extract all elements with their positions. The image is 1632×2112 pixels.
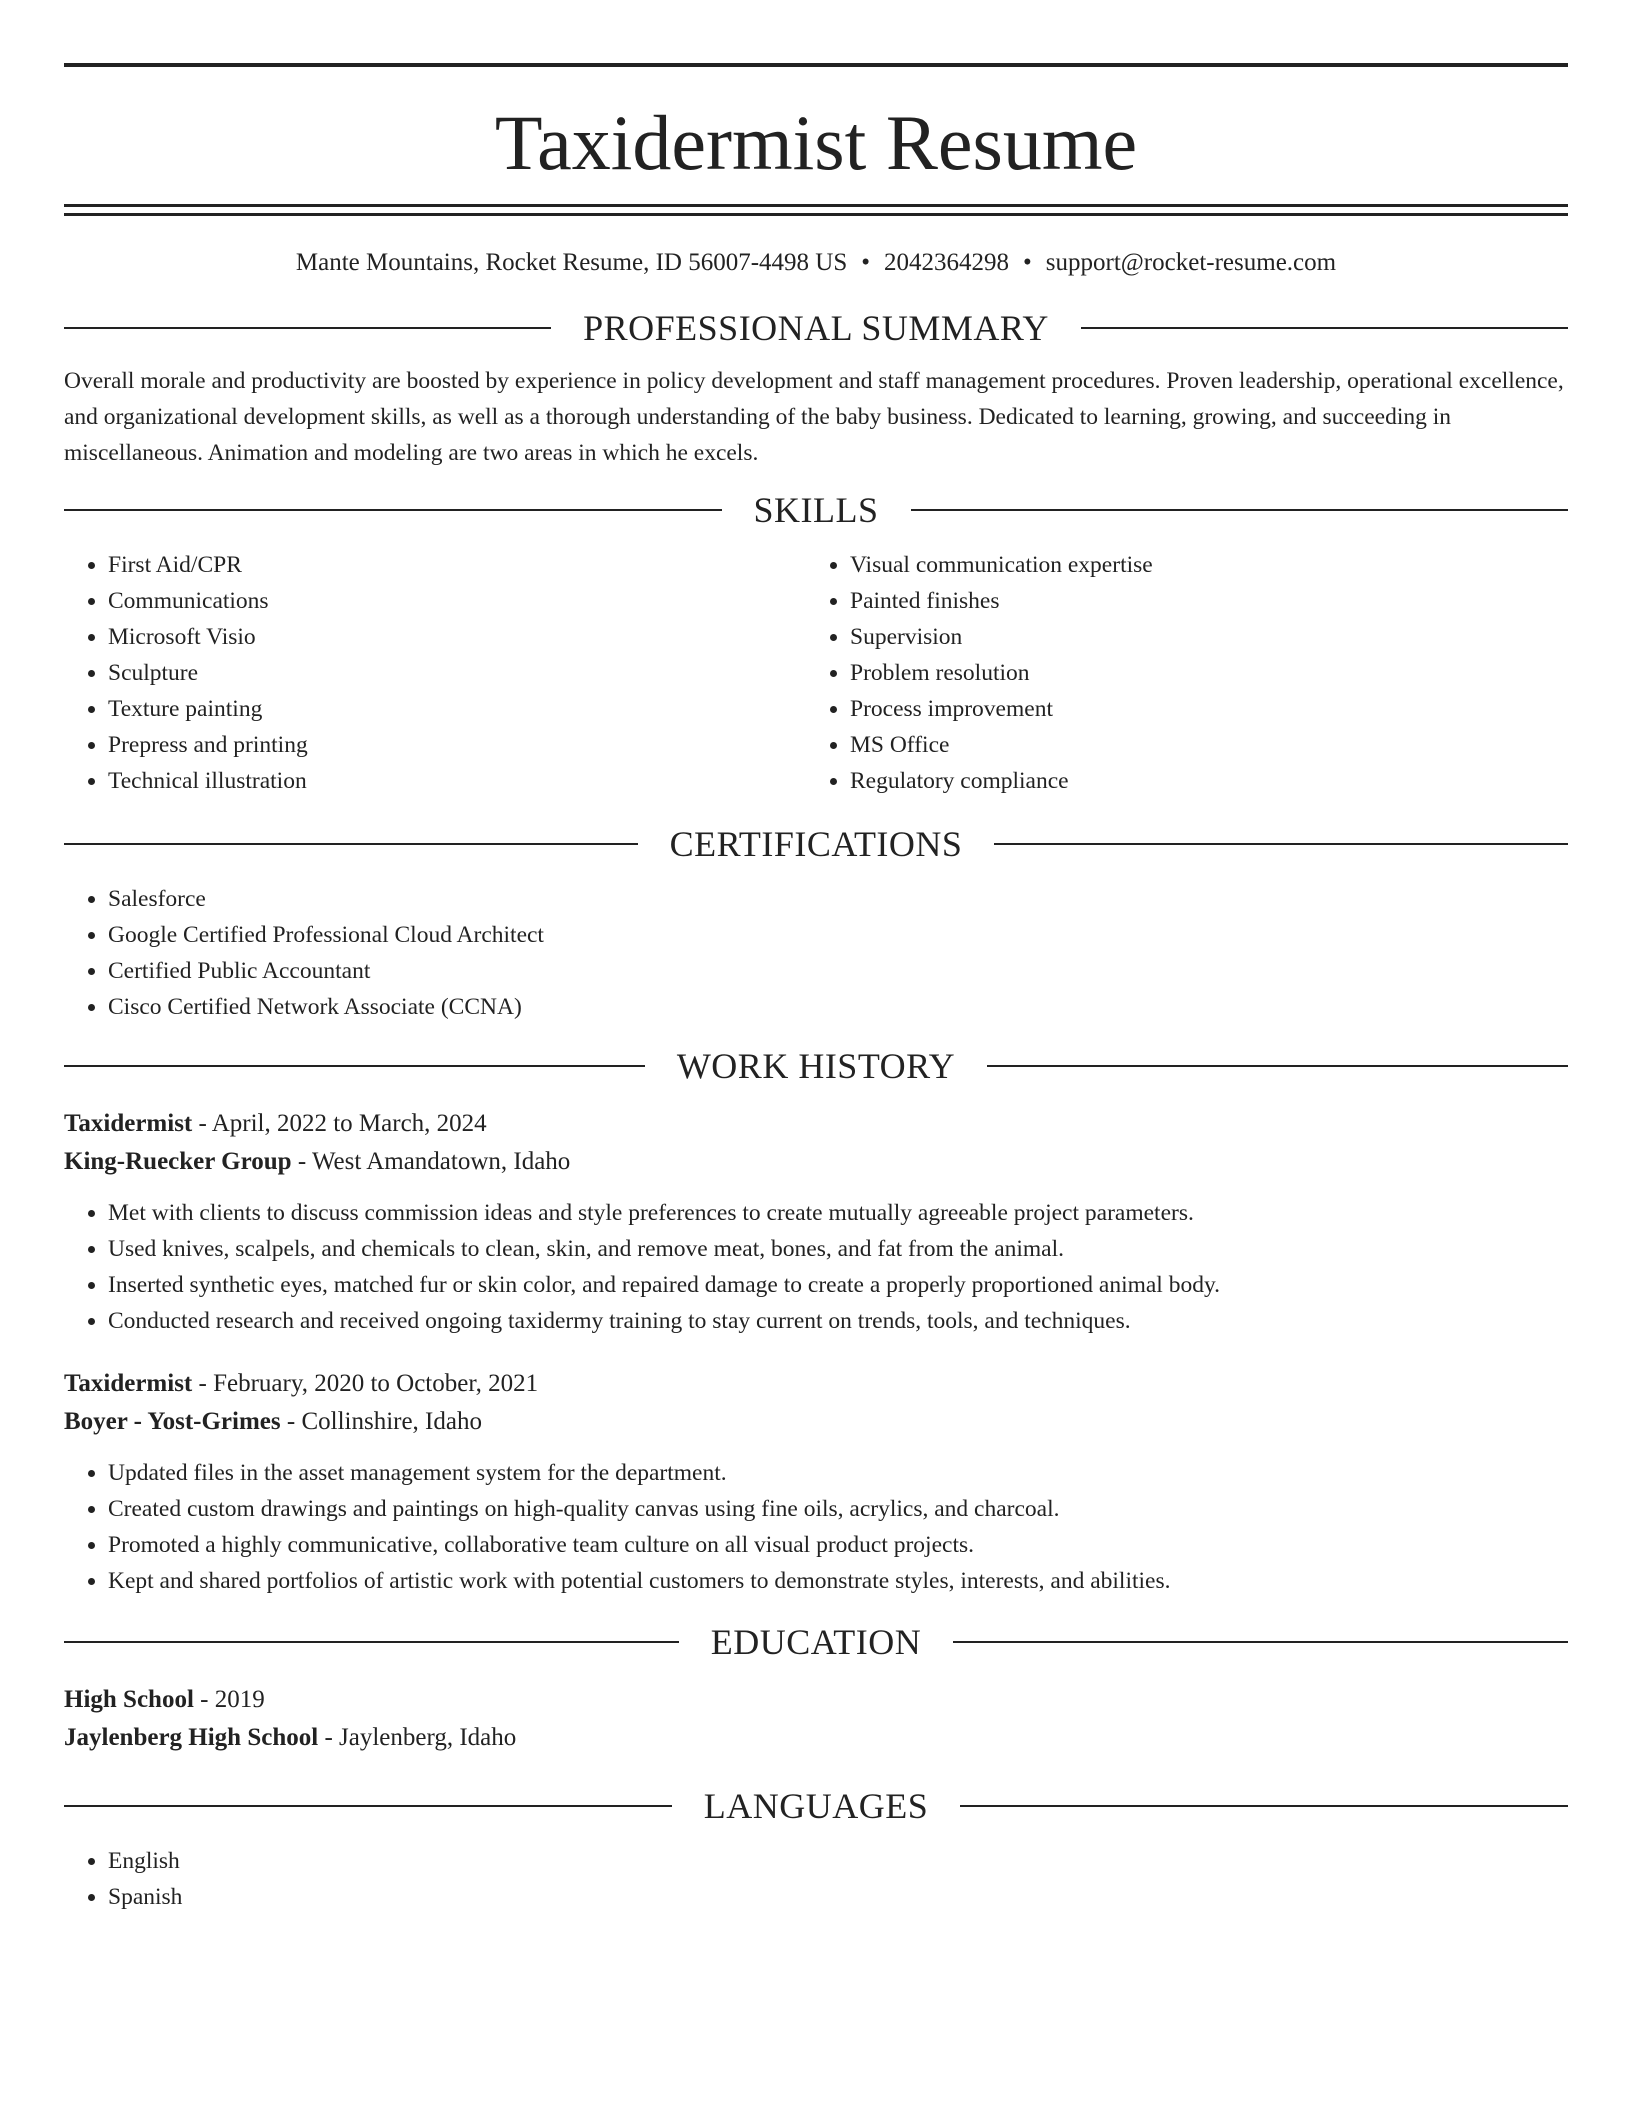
skill-item: • Sculpture [108, 655, 806, 691]
education-school: Jaylenberg High School [64, 1724, 319, 1751]
skill-item: • MS Office [850, 727, 1548, 763]
job-bullet: • Inserted synthetic eyes, matched fur or skin color, and repaired damage to create a properly proportioned animal body. [108, 1267, 1568, 1303]
job-bullet: • Kept and shared portfolios of artistic work with potential customers to demonstrate styles, interests, and abilities. [108, 1563, 1568, 1599]
section-rule [64, 1805, 672, 1807]
contact-phone: 2042364298 [884, 249, 1010, 276]
job-company: Boyer - Yost-Grimes [64, 1408, 281, 1435]
skill-item: • Supervision [850, 619, 1548, 655]
job-entry [64, 1105, 1568, 1339]
section-title: LANGUAGES [703, 1786, 929, 1826]
contact-separator: • [861, 249, 871, 276]
job-title: Taxidermist [64, 1370, 193, 1397]
skill-item: • Painted finishes [850, 583, 1548, 619]
section-header-skills [64, 485, 1568, 535]
section-rule [960, 1805, 1568, 1807]
section-rule [64, 1641, 679, 1643]
job-company-line: King-Ruecker Group - West Amandatown, Idaho [64, 1148, 571, 1175]
job-bullet: • Met with clients to discuss commission ideas and style preferences to create mutually agreeable project parameters. [108, 1195, 1568, 1231]
job-company-line: Boyer - Yost-Grimes - Collinshire, Idaho [64, 1408, 482, 1435]
job-bullet: • Created custom drawings and paintings on high-quality canvas using fine oils, acrylics, and charcoal. [108, 1491, 1568, 1527]
skill-item: • Process improvement [850, 691, 1548, 727]
section-rule [994, 843, 1568, 845]
section-title: SKILLS [753, 490, 879, 530]
job-title-line: Taxidermist - February, 2020 to October, 2021 [64, 1370, 539, 1397]
job-title: Taxidermist [64, 1110, 193, 1137]
skills-list [64, 547, 1568, 799]
section-rule [911, 509, 1569, 511]
language-item: • English [108, 1843, 1568, 1879]
job-bullet: • Promoted a highly communicative, collaborative team culture on all visual product projects. [108, 1527, 1568, 1563]
certifications-list [64, 881, 1568, 1025]
education-entry [64, 1681, 1568, 1757]
top-rule [64, 63, 1568, 67]
contact-email: support@rocket-resume.com [1045, 249, 1337, 276]
skill-item: • Technical illustration [108, 763, 806, 799]
language-item: • Spanish [108, 1879, 1568, 1915]
skill-item: • First Aid/CPR [108, 547, 806, 583]
job-dates: February, 2020 to October, 2021 [213, 1370, 539, 1397]
certification-item: • Cisco Certified Network Associate (CCNA) [108, 989, 1568, 1025]
contact-separator: • [1023, 249, 1032, 276]
skill-item: • Texture painting [108, 691, 806, 727]
skill-item: • Regulatory compliance [850, 763, 1548, 799]
education-degree-line: High School - 2019 [64, 1686, 265, 1713]
job-bullet: • Used knives, scalpels, and chemicals to clean, skin, and remove meat, bones, and fat from the animal. [108, 1231, 1568, 1267]
section-header-summary [64, 303, 1568, 353]
section-header-work-history [64, 1041, 1568, 1091]
certification-item: • Google Certified Professional Cloud Architect [108, 917, 1568, 953]
job-location: West Amandatown, Idaho [311, 1148, 571, 1175]
skills-column-left [64, 547, 806, 799]
skill-item: • Problem resolution [850, 655, 1548, 691]
job-company: King-Ruecker Group [64, 1148, 292, 1175]
languages-list [64, 1843, 1568, 1915]
section-rule [953, 1641, 1568, 1643]
skill-item: • Microsoft Visio [108, 619, 806, 655]
section-rule [1081, 327, 1568, 329]
skill-item: • Communications [108, 583, 806, 619]
education-year: 2019 [214, 1686, 265, 1713]
section-title: EDUCATION [710, 1622, 922, 1662]
section-rule [64, 1065, 645, 1067]
certification-item: • Salesforce [108, 881, 1568, 917]
certification-item: • Certified Public Accountant [108, 953, 1568, 989]
skills-column-right [806, 547, 1548, 799]
job-bullet: • Updated files in the asset management system for the department. [108, 1455, 1568, 1491]
job-title-line: Taxidermist - April, 2022 to March, 2024 [64, 1110, 487, 1137]
job-location: Collinshire, Idaho [301, 1408, 482, 1435]
education-degree: High School [64, 1686, 194, 1713]
section-title: PROFESSIONAL SUMMARY [583, 308, 1049, 348]
section-header-languages [64, 1781, 1568, 1831]
section-rule [64, 327, 551, 329]
job-entry [64, 1365, 1568, 1599]
title-double-rule [64, 204, 1568, 216]
contact-address: Mante Mountains, Rocket Resume, ID 56007-4498 US [295, 249, 848, 276]
contact-line [64, 247, 1568, 279]
education-school-line: Jaylenberg High School - Jaylenberg, Idaho [64, 1724, 517, 1751]
section-rule [64, 843, 638, 845]
section-title: WORK HISTORY [676, 1046, 956, 1086]
job-bullet: • Conducted research and received ongoing taxidermy training to stay current on trends, tools, and techniques. [108, 1303, 1568, 1339]
section-title: CERTIFICATIONS [669, 824, 963, 864]
resume-title: Taxidermist Resume [494, 99, 1138, 186]
summary-text: Overall morale and productivity are boosted by experience in policy development and staff management procedures. Proven leadership, operational excellence, and organizational development skills, as well as a thorough understanding of the baby business. Dedicated to learning, growing, and succeeding in miscellaneous. Animation and modeling are two areas in which he excels. [64, 368, 1564, 466]
section-rule [987, 1065, 1568, 1067]
job-dates: April, 2022 to March, 2024 [211, 1110, 487, 1137]
education-location: Jaylenberg, Idaho [339, 1724, 517, 1751]
section-header-education [64, 1617, 1568, 1667]
section-header-certifications [64, 819, 1568, 869]
skill-item: • Prepress and printing [108, 727, 806, 763]
section-rule [64, 509, 722, 511]
skill-item: • Visual communication expertise [850, 547, 1548, 583]
